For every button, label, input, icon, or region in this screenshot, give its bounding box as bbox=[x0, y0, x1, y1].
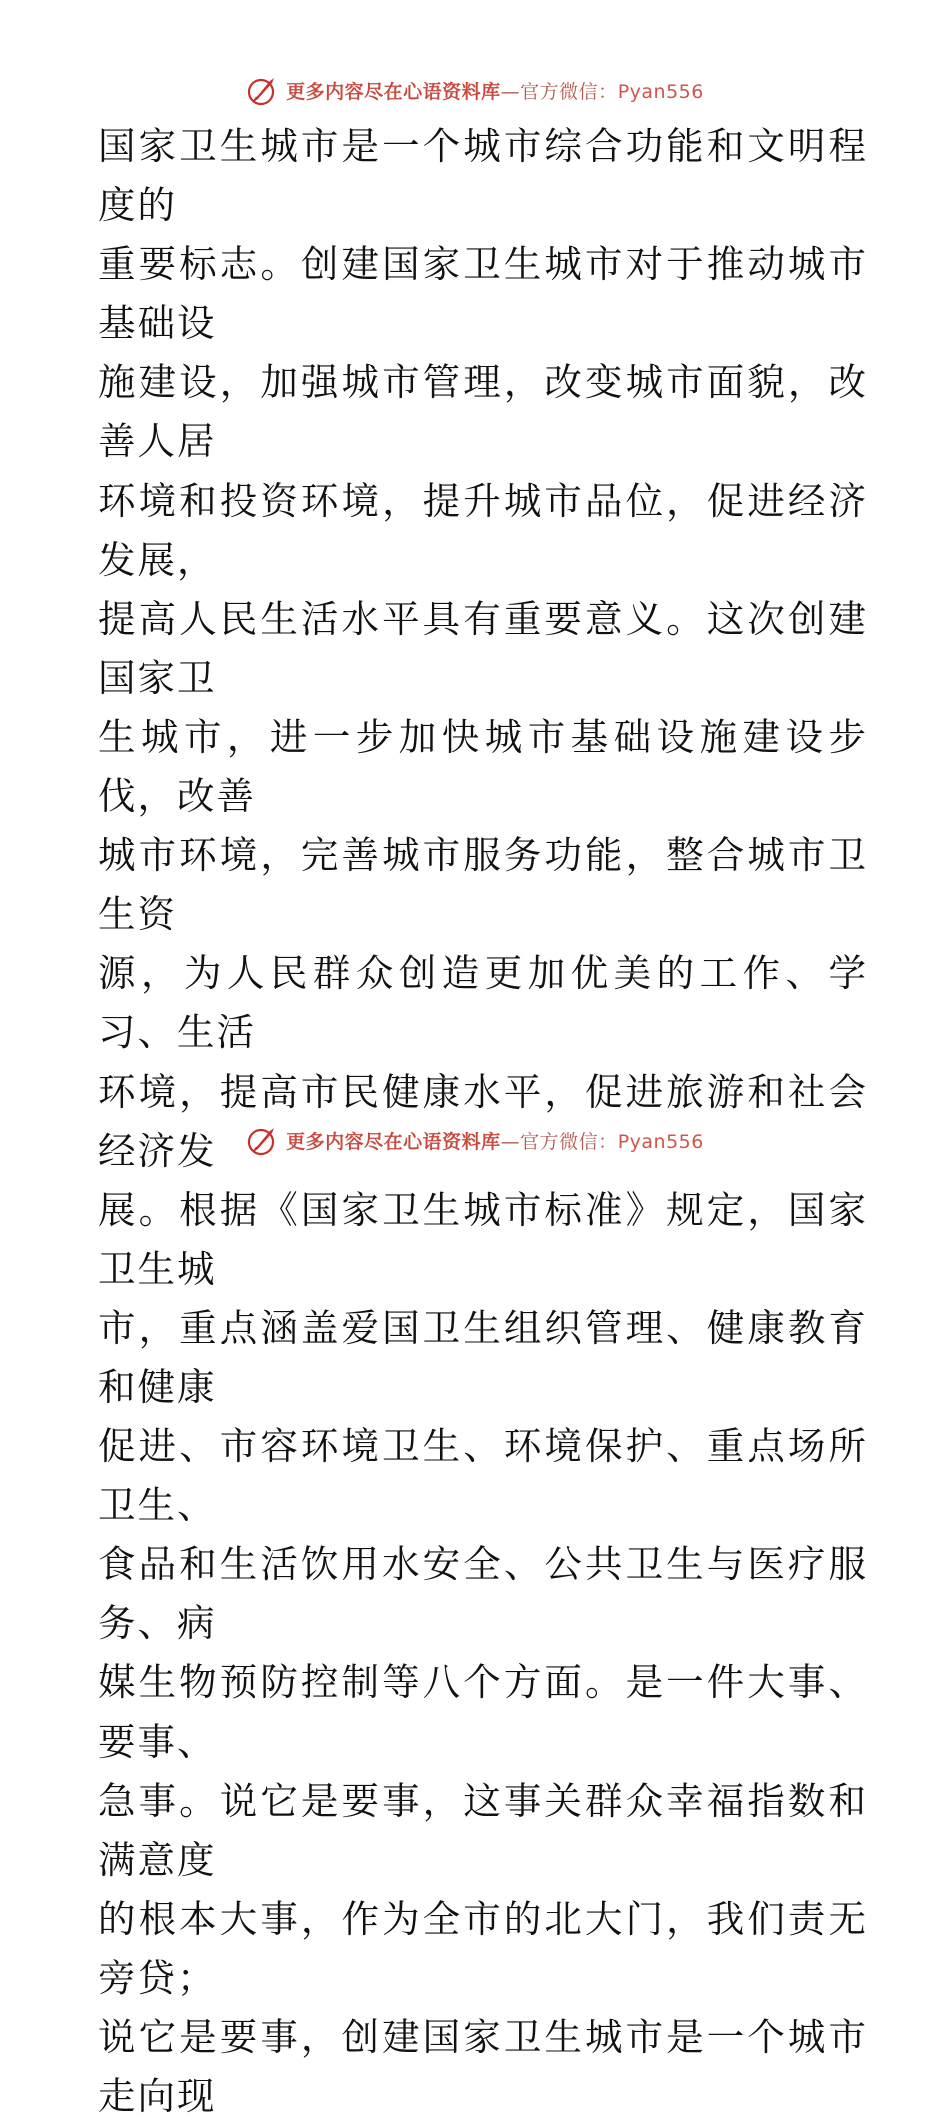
document-paragraph: 国家卫生城市是一个城市综合功能和文明程度的 重要标志。创建国家卫生城市对于推动城市基础设 施建设，加强城市管理，改变城市面貌，改善人居 环境和投资环境，提升城市品位，促进经济发展， 提高人民生活水平具有重要意义。这次创建国家卫 生城市，进一步加快城市基础设施建设步伐，改善 城市环境，完善城市服务功能，整合城市卫生资 源，为人民群众创造更加优美的工作、学习、生活 环境，提高市民健康水平，促进旅游和社会经济发 展。根据《国家卫生城市标准》规定，国家卫生城 市，重点涵盖爱国卫生组织管理、健康教育和健康 促进、市容环境卫生、环境保护、重点场所卫生、 食品和生活饮用水安全、公共卫生与医疗服务、病 媒生物预防控制等八个方面。是一件大事、要事、 急事。说它是要事，这事关群众幸福指数和满意度 的根本大事，作为全市的北大门，我们责无旁贷； 说它是要事，创建国家卫生城市是一个城市走向现 bbox=[98, 124, 868, 2119]
watermark-account: Pyan556 bbox=[617, 80, 704, 103]
watermark-separator: — bbox=[500, 80, 521, 103]
watermark-text bbox=[286, 77, 704, 104]
watermark-account: Pyan556 bbox=[617, 1130, 704, 1153]
quill-pen-logo-icon bbox=[246, 1123, 280, 1157]
watermark-wechat-label: 官方微信： bbox=[520, 1130, 618, 1153]
watermark-main-text: 更多内容尽在心语资料库 bbox=[286, 1130, 501, 1153]
watermark-main-text: 更多内容尽在心语资料库 bbox=[286, 80, 501, 103]
watermark-wechat-label: 官方微信： bbox=[520, 80, 618, 103]
watermark-text bbox=[286, 1127, 704, 1154]
watermark-separator: — bbox=[500, 1130, 521, 1153]
footer-watermark bbox=[0, 1120, 950, 1160]
header-watermark bbox=[0, 70, 950, 110]
quill-pen-logo-icon bbox=[246, 73, 280, 107]
